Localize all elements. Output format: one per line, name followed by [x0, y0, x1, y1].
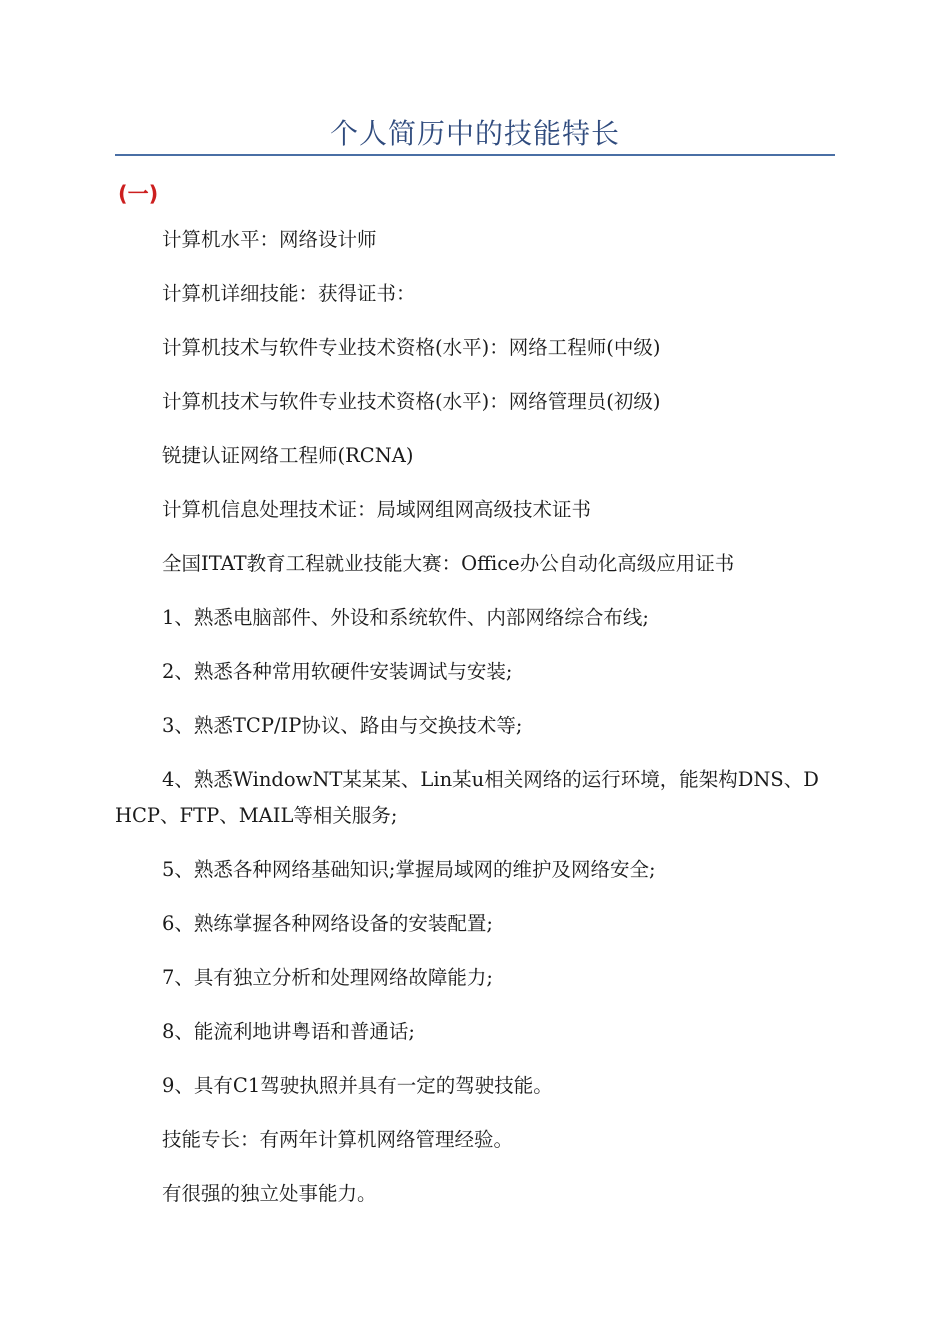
paragraph: 计算机信息处理技术证：局域网组网高级技术证书 [162, 498, 592, 521]
paragraph: 计算机技术与软件专业技术资格(水平)：网络工程师(中级) [162, 336, 661, 359]
page-title: 个人简历中的技能特长 [329, 117, 620, 150]
list-item: 5、熟悉各种网络基础知识;掌握局域网的维护及网络安全; [162, 858, 656, 881]
list-item: 8、能流利地讲粤语和普通话; [162, 1020, 415, 1043]
list-item: 7、具有独立分析和处理网络故障能力; [162, 966, 493, 989]
list-item: 3、熟悉TCP/IP协议、路由与交换技术等; [162, 714, 523, 737]
document-body [115, 222, 835, 1230]
paragraph: 计算机水平：网络设计师 [162, 228, 377, 251]
list-item: 9、具有C1驾驶执照并具有一定的驾驶技能。 [162, 1074, 553, 1097]
list-item: 4、熟悉WindowNT某某某、Lin某u相关网络的运行环境，能架构DNS、DHCP、FTP、MAIL等相关服务; [115, 768, 819, 827]
paragraph: 锐捷认证网络工程师(RCNA) [162, 444, 414, 467]
section-heading: (一) [118, 182, 159, 206]
list-item: 2、熟悉各种常用软硬件安装调试与安装; [162, 660, 513, 683]
paragraph: 有很强的独立处事能力。 [162, 1182, 377, 1205]
title-underline [115, 154, 835, 156]
paragraph: 计算机技术与软件专业技术资格(水平)：网络管理员(初级) [162, 390, 661, 413]
paragraph: 全国ITAT教育工程就业技能大赛：Office办公自动化高级应用证书 [162, 552, 735, 575]
list-item: 1、熟悉电脑部件、外设和系统软件、内部网络综合布线; [162, 606, 649, 629]
list-item: 6、熟练掌握各种网络设备的安装配置; [162, 912, 493, 935]
paragraph: 计算机详细技能：获得证书： [162, 282, 416, 305]
paragraph: 技能专长：有两年计算机网络管理经验。 [162, 1128, 514, 1151]
